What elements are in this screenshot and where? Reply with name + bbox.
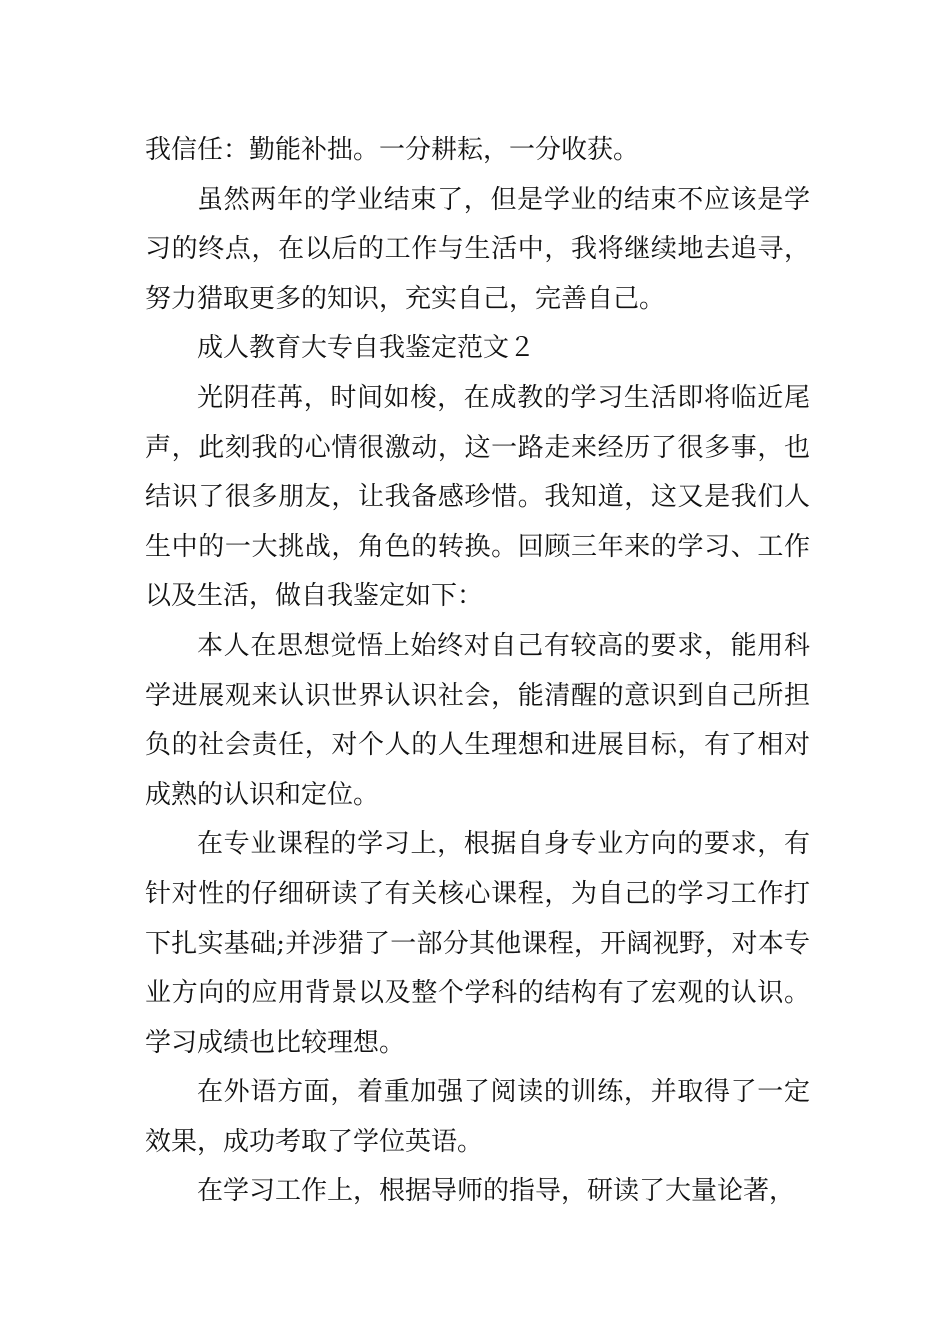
document-body — [145, 126, 810, 1217]
paragraph-thought: 本人在思想觉悟上始终对自己有较高的要求，能用科学进展观来认识世界认识社会，能清醒的意识到自己所担负的社会责任，对个人的人生理想和进展目标，有了相对成熟的认识和定位。 — [145, 630, 810, 810]
section-heading: 成人教育大专自我鉴定范文２ — [197, 333, 536, 364]
paragraph-intro: 光阴荏苒，时间如梭，在成教的学习生活即将临近尾声，此刻我的心情很激动，这一路走来经历了很多事，也结识了很多朋友，让我备感珍惜。我知道，这又是我们人生中的一大挑战，角色的转换。回顾三年来的学习、工作以及生活，做自我鉴定如下： — [145, 382, 810, 612]
paragraph-closing-line: 我信任：勤能补拙。一分耕耘，一分收获。 — [145, 135, 640, 165]
paragraph-language: 在外语方面，着重加强了阅读的训练，并取得了一定效果，成功考取了学位英语。 — [145, 1077, 810, 1157]
paragraph-research: 在学习工作上，根据导师的指导，研读了大量论著， — [197, 1176, 796, 1207]
paragraph-conclusion: 虽然两年的学业结束了，但是学业的结束不应该是学习的终点，在以后的工作与生活中，我将继续地去追寻，努力猎取更多的知识，充实自己，完善自己。 — [145, 184, 810, 314]
paragraph-courses: 在专业课程的学习上，根据自身专业方向的要求，有针对性的仔细研读了有关核心课程，为自己的学习工作打下扎实基础;并涉猎了一部分其他课程，开阔视野，对本专业方向的应用背景以及整个学科的结构有了宏观的认识。学习成绩也比较理想。 — [145, 829, 810, 1058]
